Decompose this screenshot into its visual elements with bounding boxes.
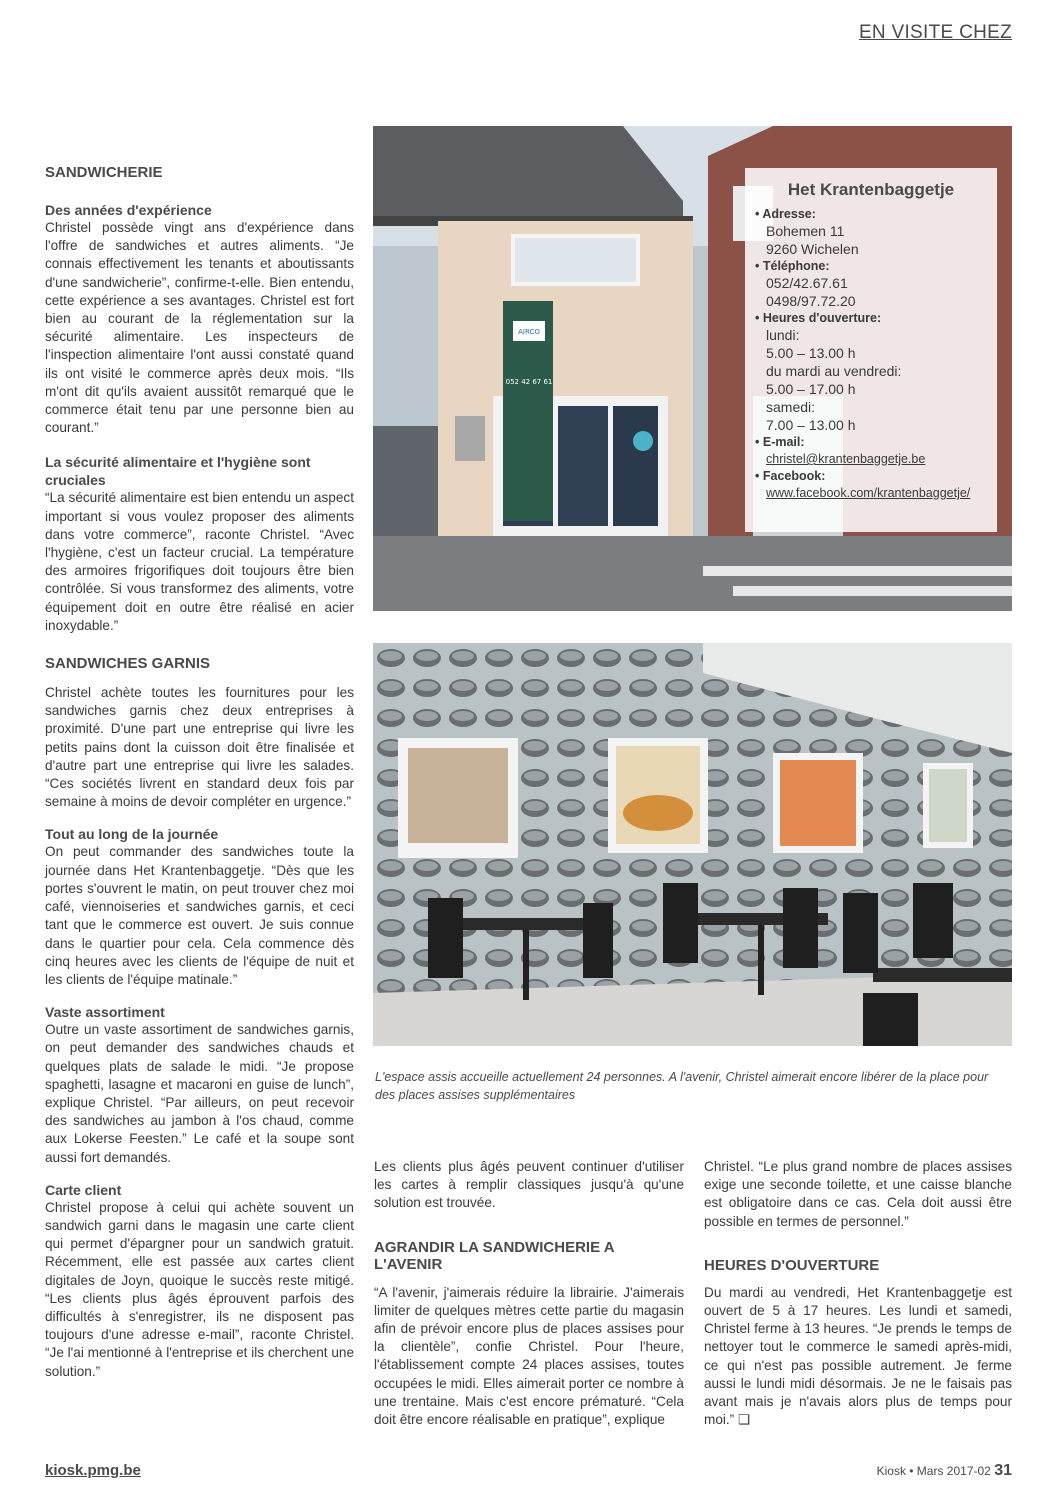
paragraph-suppliers: Christel achète toutes les fournitures pour les sandwiches garnis chez deux entreprises à proximité. D'une part une entreprise qui livre les petits pains dont la cuisson doit être finalisée et d'autre part une entreprise qui livre les salades. “Ces sociétés livrent en standard deux fois par semaine à moins de devoir compléter en urgence.”: [45, 685, 354, 810]
address-label: • Adresse:: [755, 206, 997, 222]
hours-label: • Heures d'ouverture:: [755, 310, 997, 326]
hours-saturday-time: 7.00 – 13.00 h: [766, 417, 856, 433]
subheading-loyalty-card: Carte client: [45, 1181, 122, 1198]
subheading-food-safety: La sécurité alimentaire et l'hygiène sont cruciales: [45, 454, 311, 489]
section-title-hours: HEURES D'OUVERTURE: [704, 1256, 880, 1274]
paragraph-hours: [704, 1284, 1012, 1430]
paragraph-toilet: Christel. “Le plus grand nombre de places assises exige une seconde toilette, et une caisse blanche est obligatoire dans ce cas. Cela doit aussi être possible en termes de personnel.”: [704, 1159, 1012, 1229]
paragraph-all-day: On peut commander des sandwiches toute la journée dans Het Krantenbaggetje. “Dès que les portes s'ouvrent le matin, on peut trouver chez moi café, viennoiseries et sandwiches garnis, et ceci tant que le commerce est ouvert. Je suis connue dans le quartier pour cela. Cela commence dès cinq heures avec les clients de l'équipe de nuit et les clients de l'équipe matinale.”: [45, 844, 354, 987]
paragraph-food-safety: “La sécurité alimentaire est bien entendu un aspect important si vous voulez proposer des aliments dans votre commerce”, raconte Christel. “Avec l'hygiène, c'est un facteur crucial. La température des armoires frigorifiques doit toujours être bien contrôlée. Si vous transformez des aliments, votre équipement doit en outre être réalisé en acier inoxydable.”: [45, 490, 354, 633]
paragraph-expand: “A l'avenir, j'aimerais réduire la librairie. J'aimerais limiter de quelques mètres cette partie du magasin afin de prévoir encore plus de places assises pour la clientèle”, confie Christel. Pour l'heure, l'établissement compte 24 places assises, toutes occupées le midi. Elles aimerait porter ce nombre à une trentaine. Mais c'est encore prématuré. “Cela doit être encore réalisable en pratique”, explique: [374, 1284, 684, 1428]
address-city: 9260 Wichelen: [766, 241, 859, 257]
paragraph-hours-text: Du mardi au vendredi, Het Krantenbaggetje est ouvert de 5 à 17 heures. Les lundi et samedi, Christel ferme à 13 heures. “Je prends le temps de nettoyer tout le commerce le samedi après-midi, ce qui n'est pas possible autrement. Je ferme aussi le lundi midi désormais. Je ne le faisais pas avant mais je n'avais alors plus de temps pour moi.”: [704, 1284, 1012, 1428]
end-of-article-icon: ❑: [738, 1412, 751, 1428]
right-column: [704, 1158, 1012, 1429]
hours-saturday: samedi:: [766, 399, 816, 415]
seating-area-photo: [373, 643, 1012, 1046]
phone-landline: 052/42.67.61: [766, 275, 848, 291]
hours-monday: lundi:: [766, 327, 800, 343]
facebook-link[interactable]: www.facebook.com/krantenbaggetje/: [766, 486, 971, 500]
paragraph-experience: Christel possède vingt ans d'expérience dans l'offre de sandwiches et autres aliments. “Je connais effectivement les tenants et aboutissants d'une sandwicherie”, confirme-t-elle. Bien entendu, cette expérience a ses avantages. Christel est fort bien au courant de la réglementation sur la sécurité alimentaire. Les inspecteurs de l'inspection alimentaire l'ont aussi constaté quand ils ont visité le commerce après deux mois. “Ils m'ont dit qu'ils avaient aussitôt remarqué que le commerce était tenu par une personne bien au courant.”: [45, 220, 354, 436]
shop-name: Het Krantenbaggetje: [787, 180, 955, 199]
section-rubric: EN VISITE CHEZ: [858, 22, 1012, 43]
subheading-all-day: Tout au long de la journée: [45, 826, 219, 843]
site-link[interactable]: kiosk.pmg.be: [45, 1462, 141, 1479]
hours-weekdays-time: 5.00 – 17.00 h: [766, 381, 856, 397]
paragraph-loyalty-card: Christel propose à celui qui achète souvent un sandwich garni dans le magasin une carte client qui permet d'épargner pour un sandwich gratuit. Récemment, elle est passée aux cartes client digitales de Joyn, quoique le succès reste mitigé. “Les clients plus âgés éprouvent parfois des difficultés à s'enregistrer, ils ne disposent pas toujours d'une adresse e-mail”, raconte Christel. “Je l'ai mentionné à l'entreprise et ils cherchent une solution.”: [45, 1199, 354, 1379]
email-label: • E-mail:: [755, 434, 997, 450]
middle-column: [374, 1158, 684, 1429]
shop-info-box: [745, 168, 997, 532]
subheading-assortment: Vaste assortiment: [45, 1004, 165, 1021]
issue-info: [877, 1462, 1012, 1480]
address-street: Bohemen 11: [766, 223, 845, 239]
section-title-expand: AGRANDIR LA SANDWICHERIE A L'AVENIR: [374, 1238, 614, 1273]
section-title-sandwicherie: SANDWICHERIE: [45, 164, 163, 181]
sign-airco-text: AIRCO: [518, 328, 540, 336]
hours-weekdays: du mardi au vendredi:: [766, 363, 902, 379]
seating-illustration: [373, 643, 1012, 1046]
photo-caption: L'espace assis accueille actuellement 24 personnes. A l'avenir, Christel aimerait encore libérer de la place pour des places assises supplémentaires: [375, 1070, 989, 1102]
section-title-sandwiches-garnis: SANDWICHES GARNIS: [45, 655, 211, 673]
facebook-label: • Facebook:: [755, 468, 997, 484]
paragraph-assortment: Outre un vaste assortiment de sandwiches garnis, on peut demander des sandwiches chauds et quelques plats de salade le midi. “Je propose spaghetti, lasagne et macaroni en guise de lunch”, explique Christel. “Par ailleurs, on peut recevoir des sandwiches au jambon à l'os chaud, comme aux Lokerse Feesten.” Le café et la soupe sont aussi fort demandés.: [45, 1022, 354, 1165]
page-number: 31: [994, 1462, 1012, 1479]
subheading-experience: Des années d'expérience: [45, 202, 212, 218]
paragraph-older-clients: Les clients plus âgés peuvent continuer d'utiliser les cartes à remplir classiques jusqu'à qu'une solution est trouvée.: [374, 1159, 684, 1211]
email-link[interactable]: christel@krantenbaggetje.be: [766, 452, 926, 466]
issue-label: Kiosk • Mars 2017-02: [876, 1464, 991, 1478]
phone-label: • Téléphone:: [755, 258, 997, 274]
sign-phone-text: 052 42 67 61: [505, 378, 553, 386]
left-column: [45, 164, 354, 1381]
hours-monday-time: 5.00 – 13.00 h: [766, 345, 856, 361]
phone-mobile: 0498/97.72.20: [766, 293, 856, 309]
